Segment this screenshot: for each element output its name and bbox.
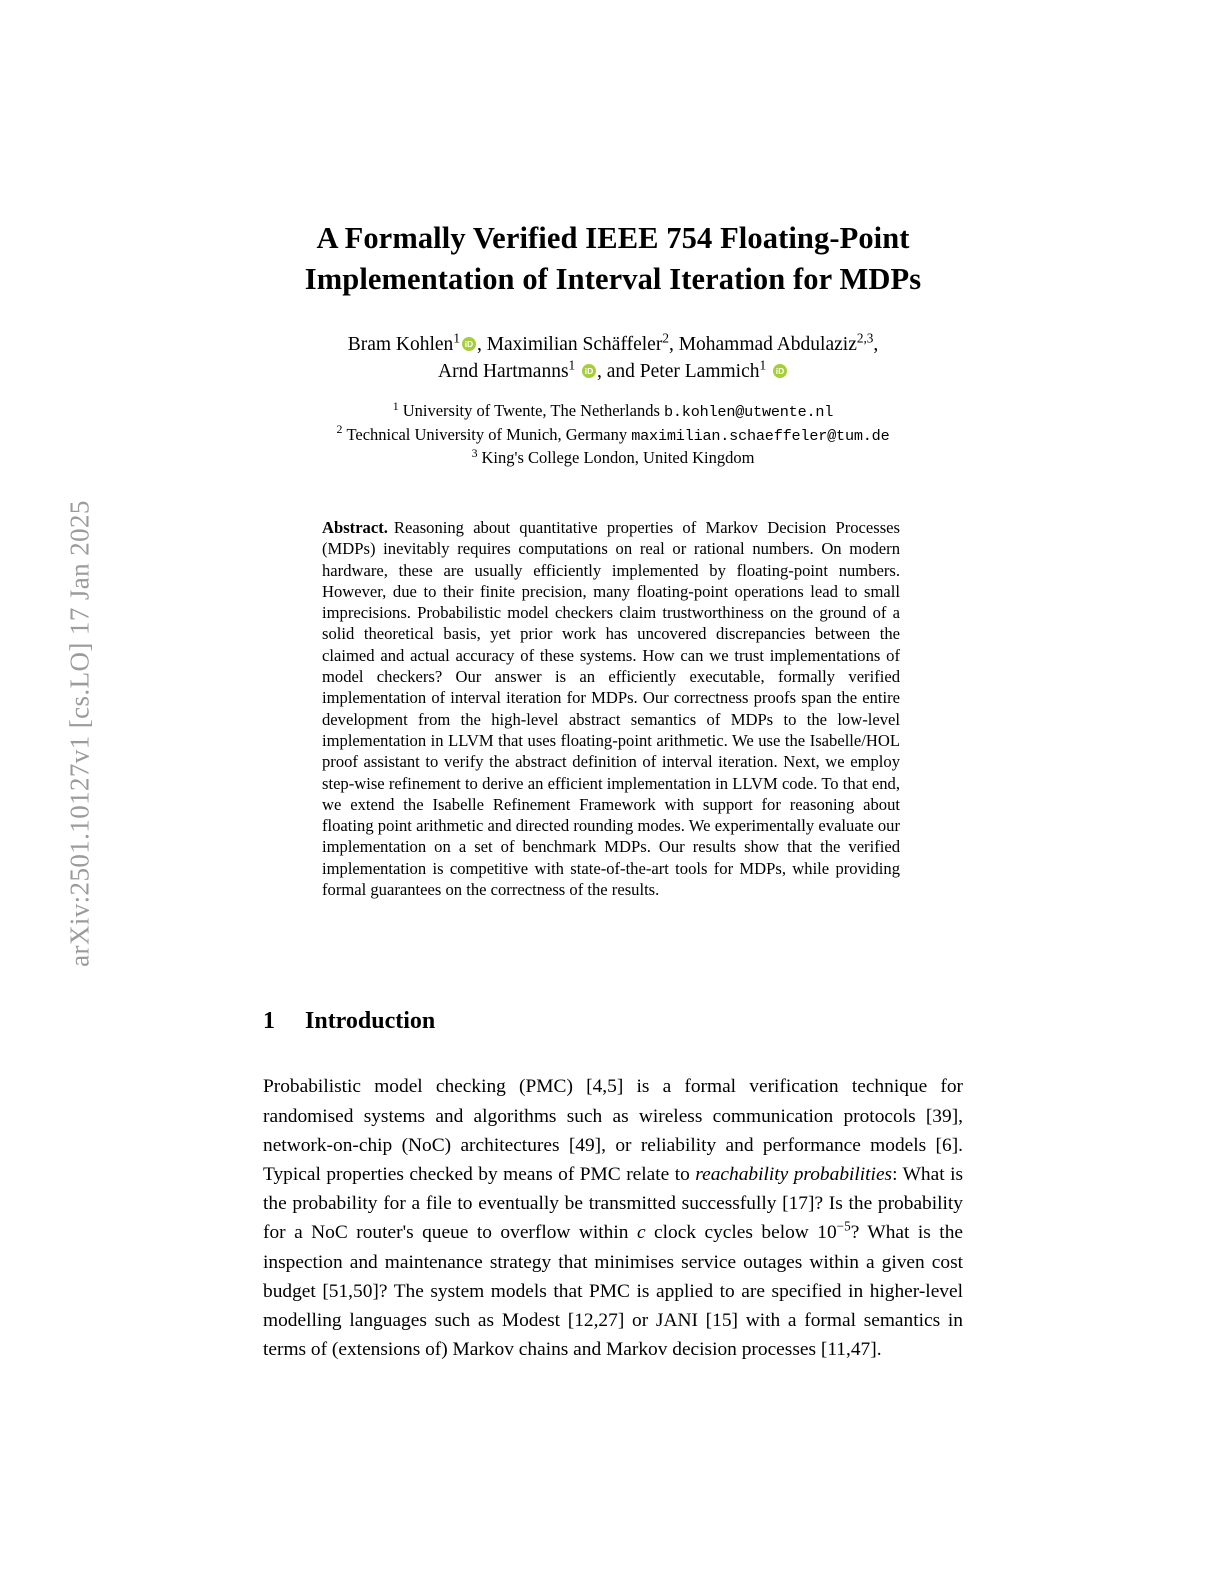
arxiv-stamp-text: arXiv:2501.10127v1 [cs.LO] 17 Jan 2025 — [64, 500, 95, 967]
author-line-1 — [263, 331, 963, 358]
intro-text-segment: ? What is the inspection and maintenance strategy that minimises service outages within a given cost budget [51,50]? The system models that PMC is applied to are specified in higher-level modelling languages such as Modest [12,27] or JANI [15] with a formal semantics in terms of (extensions of) Markov chains and Markov decision processes [11,47]. — [263, 1222, 964, 1361]
section-heading-introduction — [263, 1008, 963, 1035]
affiliation-number: 2 — [336, 422, 343, 436]
intro-text-segment: Probabilistic model checking (PMC) [4,5] is a formal verification technique for randomised systems and algorithms such as wireless communication protocols [39], network-on-chip (NoC) architectures [49], or reliability and performance models [6]. Typical properties checked by means of PMC relate to — [263, 1076, 963, 1185]
author-affiliation-marker: 1 — [453, 330, 460, 346]
affiliation-item — [263, 424, 963, 448]
affiliation-item — [263, 447, 963, 470]
section-number: 1 — [263, 1008, 275, 1034]
arxiv-stamp — [0, 0, 120, 1584]
author-arnd-hartmanns: Arnd Hartmanns — [438, 361, 569, 382]
author-maximilian-schaeffeler: , Maximilian Schäffeler — [476, 334, 663, 355]
intro-math-variable-c: c — [636, 1222, 646, 1244]
orcid-id-icon[interactable] — [773, 364, 787, 378]
affiliation-number: 3 — [471, 445, 478, 460]
author-affiliation-marker: 2 — [662, 330, 669, 346]
orcid-id-icon[interactable] — [462, 337, 476, 351]
affiliation-number: 1 — [392, 398, 399, 413]
intro-exponent: −5 — [836, 1218, 851, 1234]
abstract-label: Abstract. — [322, 518, 388, 537]
affiliation-text: University of Twente, The Netherlands — [402, 401, 660, 420]
intro-emphasis-reachability: reachability probabilities — [695, 1164, 893, 1185]
orcid-id-icon[interactable] — [582, 364, 596, 378]
title-line-1: A Formally Verified IEEE 754 Floating-Point — [316, 221, 910, 255]
author-mohammad-abdulaziz: , Mohammad Abdulaziz — [668, 334, 857, 355]
author-affiliation-marker: 1 — [568, 357, 576, 373]
abstract-body: Reasoning about quantitative properties of Markov Decision Processes (MDPs) inevitably requires computations on real or rational numbers. On modern hardware, these are usually efficiently implemented by floating-point numbers. However, due to their finite precision, many floating-point operations lead to small imprecisions. Probabilistic model checkers claim trustworthiness on the ground of a solid theoretical basis, yet prior work has uncovered discrepancies between the claimed and actual accuracy of these systems. How can we trust implementations of model checkers? Our answer is an efficiently executable, formally verified implementation of interval iteration for MDPs. Our correctness proofs span the entire development from the high-level abstract semantics of MDPs to the low-level implementation in LLVM that uses floating-point arithmetic. We use the Isabelle/HOL proof assistant to verify the abstract definition of interval iteration. Next, we employ step-wise refinement to derive an efficient implementation in LLVM code. To that end, we extend the Isabelle Refinement Framework with support for reasoning about floating point arithmetic and directed rounding modes. We experimentally evaluate our implementation on a set of benchmark MDPs. Our results show that the verified implementation is competitive with state-of-the-art tools for MDPs, while providing formal guarantees on the correctness of the results. — [322, 518, 900, 900]
section-title: Introduction — [305, 1008, 436, 1034]
affiliation-text: Technical University of Munich, Germany — [346, 424, 628, 444]
affiliation-text: King's College London, United Kingdom — [481, 448, 755, 467]
affiliation-email[interactable]: b.kohlen@utwente.nl — [664, 403, 834, 421]
affiliation-email[interactable]: maximilian.schaeffeler@tum.de — [631, 426, 890, 445]
author-affiliation-marker: 2,3 — [856, 330, 874, 346]
author-line-2 — [263, 358, 963, 385]
intro-text-segment: : What is the probability for a file to eventually be transmitted successfully [17]? Is the probability for a NoC router's queue to overflow within — [263, 1164, 963, 1244]
page-title — [263, 218, 963, 300]
author-bram-kohlen: Bram Kohlen — [347, 334, 454, 355]
author-peter-lammich: , and Peter Lammich — [597, 361, 760, 382]
intro-text-segment: clock cycles below 10 — [645, 1222, 837, 1244]
author-affiliation-marker: 1 — [759, 357, 767, 373]
introduction-paragraph — [263, 1072, 963, 1364]
title-line-2: Implementation of Interval Iteration for MDPs — [304, 262, 922, 296]
abstract-section — [322, 517, 900, 900]
author-line-1-comma: , — [873, 334, 879, 355]
affiliation-item — [263, 400, 963, 424]
author-list — [263, 331, 963, 385]
affiliation-list — [263, 400, 963, 470]
